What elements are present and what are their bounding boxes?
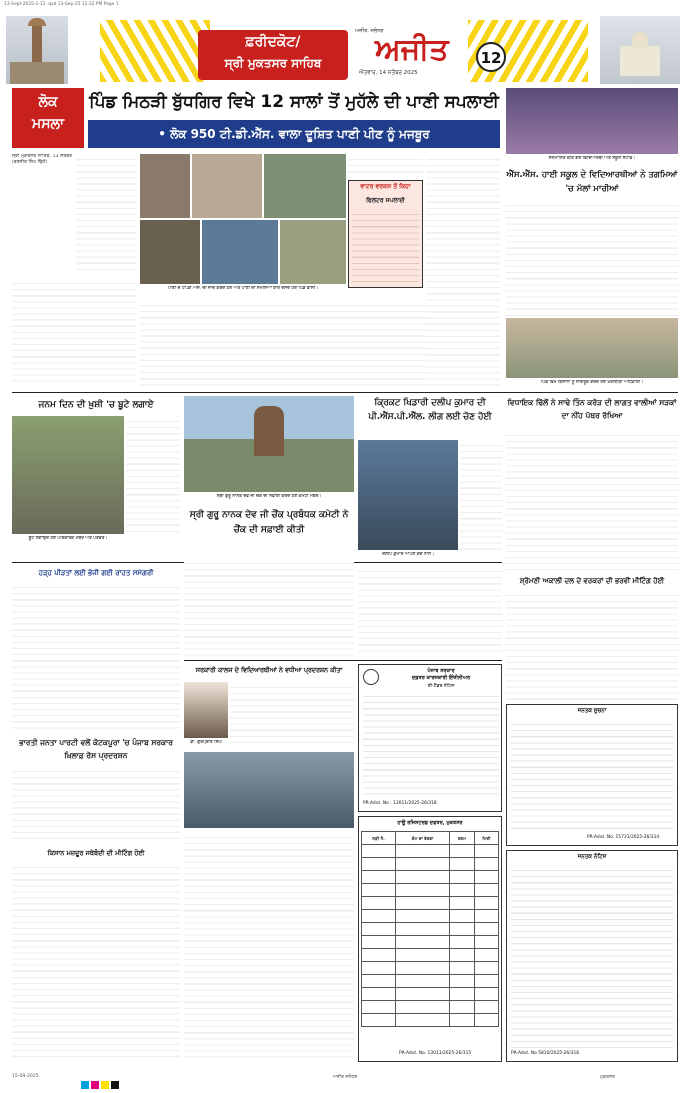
footer-right: ਮੁਕਤਸਰ [600,1075,616,1080]
tender-table-wrap [361,831,499,1049]
photo-tds-meter [140,220,200,284]
public-notice-ad [506,704,678,846]
statue-story-text [184,558,354,658]
col-amount: ਰਕਮ [450,832,475,845]
lok-masla-tag [12,88,84,148]
cricket-caption: ਦਲੀਪ ਕੁਮਾਰ ਆਪਣੇ ਕੋਚ ਨਾਲ। [382,552,434,557]
footer-left: 15-09-2025 [12,1074,39,1079]
col-date: ਮਿਤੀ [474,832,498,845]
cricket-photo [358,440,458,550]
table-row [362,1001,499,1014]
farmers-photo-caption: ਪਿੰਡ ਵਿਖੇ ਕਿਸਾਨਾਂ ਨੂੰ ਜਾਗਰੂਕ ਕਰਦੇ ਹੋਏ ਖੇਤੀਬਾੜੀ ਅਧਿਕਾਰੀ। [540,380,644,385]
kisan-headline: ਕਿਸਾਨ ਮਜ਼ਦੂਰ ਜਥੇਬੰਦੀ ਦੀ ਮੀਟਿੰਗ ਹੋਈ [47,849,145,857]
footer [0,1072,687,1086]
photo-tank [264,154,346,218]
bottom-ad-text [511,865,673,1049]
tender-table [361,831,499,1027]
paper-name: ਅਜੀਤ [375,32,449,67]
school-students-photo [506,88,678,154]
lead-column-2 [76,154,136,274]
group-photo [184,752,354,828]
akali-meeting-headline: ਸ਼੍ਰੋਮਣੀ ਅਕਾਲੀ ਦਲ ਦੇ ਵਰਕਰਾਂ ਦੀ ਭਰਵੀਂ ਮੀਟਿੰਗ ਹੋਈ [519,577,665,585]
rays-left [100,20,210,82]
govt-sub: ਈ-ਟੈਂਡਰ ਨੋਟਿਸ [427,684,455,689]
govt-pr: PR-Advt. No : 13011/2025-26/318 [363,801,437,806]
right-ad-header: ਜਨਤਕ ਸੂਚਨਾ [577,708,607,714]
col-sr: ਲੜੀ ਨੰ. [362,832,396,845]
statue-headline: ਸ੍ਰੀ ਗੁਰੂ ਨਾਨਕ ਦੇਵ ਜੀ ਚੌਂਕ ਪ੍ਰਬੰਧਕ ਕਮੇਟੀ ਨੇ ਚੌਂਕ ਦੀ ਸਫ਼ਾਈ ਕੀਤੀ [189,510,349,535]
section-box [198,30,348,80]
lead-column-4 [426,154,500,384]
bottom-ad-header: ਜਨਤਕ ਨੋਟਿਸ [577,854,607,860]
govt-header-1: ਪੰਜਾਬ ਸਰਕਾਰ [427,668,455,674]
sidebox-text [352,209,419,285]
farmers-camp-photo [506,318,678,378]
college-text [230,682,354,748]
lead-photo-collage [140,154,346,284]
birthday-text [126,416,180,534]
sidebox-title: ਵਾਟਰ ਵਰਕਸ ਤੋਂ ਕਿਹਾ [360,183,411,190]
table-row [362,923,499,936]
statue-photo [184,396,354,492]
bjp-text [12,766,180,842]
mla-roads-text [506,430,678,570]
profile-caption: ਡਾ. ਗੁਰਪ੍ਰੀਤ ਸਿੰਘ [190,740,222,745]
section-line-2: ਸ੍ਰੀ ਮੁਕਤਸਰ ਸਾਹਿਬ [224,56,322,70]
table-row [362,936,499,949]
photo-buckets [202,220,278,284]
cricket-story-text [358,566,502,656]
bottom-ad-pr: PR-Advt. No 5810/2025-26/318 [511,1051,580,1056]
table-row [362,858,499,871]
kisan-text [12,862,180,1062]
paper-tag: ਅਜੀਤ, ਜਲੰਧਰ [355,28,384,34]
col-work: ਕੰਮ ਦਾ ਵੇਰਵਾ [396,832,450,845]
college-headline: ਸਰਕਾਰੀ ਕਾਲਜ ਦੇ ਵਿਦਿਆਰਥੀਆਂ ਨੇ ਵਧੀਆ ਪ੍ਰਦਰਸ਼ਨ ਕੀਤਾ [195,667,343,674]
date-line: ਐਤਵਾਰ, 14 ਸਤੰਬਰ 2025 [359,70,418,76]
table-row [362,845,499,858]
govt-ad-text [363,691,499,799]
right-ad-pr: PR-Advt. No. 15731/2025-26/314 [587,835,660,840]
flood-text [12,582,180,732]
table-row [362,949,499,962]
lead-dateline: ਸ੍ਰੀ ਮੁਕਤਸਰ ਸਾਹਿਬ, 13 ਸਤੰਬਰ (ਰਣਜੀਤ ਸਿੰਘ ਢਿੱਲੋਂ) [12,154,72,166]
profile-photo [184,682,228,738]
flood-headline: ਹੜ੍ਹ ਪੀੜਤਾਂ ਲਈ ਭੇਜੀ ਗਈ ਰਾਹਤ ਸਮੱਗਰੀ [38,569,154,577]
lead-column-lower-left [12,278,136,384]
table-row [362,975,499,988]
lead-subhead: • ਲੋਕ 950 ਟੀ.ਡੀ.ਐੱਸ. ਵਾਲਾ ਦੂਸ਼ਿਤ ਪਾਣੀ ਪੀਣ ਨੂੰ ਮਜਬੂਰ [88,120,500,148]
photo-handpump [280,220,346,284]
paper-logo [355,28,470,82]
birthday-photo [12,416,124,534]
govt-tender-ad [358,664,502,812]
section-line-1: ਫ਼ਰੀਦਕੋਟ/ [245,34,301,50]
tender-header: ਹਾਊ ਰਜਿਸਟਰਡ ਦਫਤਰ, ਮੁਕਤਸਰ [397,820,463,826]
sidebox-sub: ਫਿਲਟਰ ਸਪਲਾਈ [366,197,405,204]
table-row [362,910,499,923]
table-row [362,988,499,1001]
tender-table-ad [358,816,502,1062]
school-headline: ਐੱਸ.ਐੱਸ. ਹਾਈ ਸਕੂਲ ਦੇ ਵਿਦਿਆਰਥੀਆਂ ਨੇ ਤਗਮਿਆਂ 'ਚ ਮੱਲਾਂ ਮਾਰੀਆਂ [506,170,678,194]
divider-1 [12,392,678,393]
birthday-caption: ਬੂਟੇ ਲਗਾਉਂਦੇ ਹੋਏ ਪਰਿਵਾਰਕ ਮੈਂਬਰ ਅਤੇ ਪਤਵੰਤੇ। [28,536,108,541]
water-works-sidebox [348,180,423,288]
table-row [362,884,499,897]
table-row [362,962,499,975]
lead-column-3-top [348,154,423,176]
tag-line-2: ਮਸਲਾ [31,116,64,132]
cmyk-swatches [80,1074,120,1093]
footer-center: ਅਜੀਤ ਜਲੰਧਰ [332,1075,358,1080]
lead-headline: ਪਿੰਡ ਮਿਠੜੀ ਬੁੱਧਗਿਰ ਵਿਖੇ 12 ਸਾਲਾਂ ਤੋਂ ਮੁਹੱਲੇ ਦੀ ਪਾਣੀ ਸਪਲਾਈ [89,92,499,112]
bjp-headline: ਭਾਰਤੀ ਜਨਤਾ ਪਾਰਟੀ ਵਲੋਂ ਕੋਟਕਪੂਰਾ 'ਚ ਪੰਜਾਬ ਸਰਕਾਰ ਖ਼ਿਲਾਫ਼ ਰੋਸ ਪ੍ਰਦਰਸ਼ਨ [19,738,173,760]
mla-roads-headline: ਵਿਧਾਇਕ ਢਿੱਲੋਂ ਨੇ ਸਾਢੇ ਤਿੰਨ ਕਰੋੜ ਦੀ ਲਾਗਤ ਵਾਲੀਆਂ ਸੜਕਾਂ ਦਾ ਨੀਂਹ ਪੱਥਰ ਰੱਖਿਆ [507,398,677,420]
photo-tap [140,154,190,218]
akali-meeting-text [506,590,678,700]
page-number: 12 [476,42,506,72]
table-row [362,1014,499,1027]
table-row [362,871,499,884]
table-row [362,897,499,910]
right-ad-text [511,719,673,831]
cricket-text [460,440,502,550]
group-story-text [184,832,354,1062]
tender-pr: PR-Advt. No. 13013/2025-26/315 [399,1051,472,1056]
tag-line-1: ਲੋਕ [38,94,58,110]
print-slug: 13-Sept-2025-2-12 .qxd 13-Sep-25 11:32 PM Page 1 [4,2,119,7]
masthead [0,12,687,88]
cricket-headline: ਕ੍ਰਿਕਟ ਖਿਡਾਰੀ ਦਲੀਪ ਕੁਮਾਰ ਦੀ ਪੀ.ਐੱਸ.ਪੀ.ਐੱਲ. ਲੀਗ ਲਈ ਚੋਣ ਹੋਈ [368,398,492,422]
lead-photo-caption: ਪਾਣੀ ਦੇ ਟੀ.ਡੀ.ਐੱਸ. ਦੀ ਜਾਂਚ ਕਰਦੇ ਹੋਏ ਅਤੇ ਪਾਣੀ ਦੀ ਸਮੱਸਿਆ ਬਾਰੇ ਦੱਸਦੇ ਹੋਏ ਪਿੰਡ ਵਾਸੀ। [167,286,319,291]
statue-caption: ਸ੍ਰੀ ਗੁਰੂ ਨਾਨਕ ਦੇਵ ਜੀ ਚੌਂਕ ਦੀ ਸਫ਼ਾਈ ਕਰਦੇ ਹੋਏ ਕਮੇਟੀ ਮੈਂਬਰ। [216,494,322,499]
bottom-notice-ad [506,850,678,1062]
gurdwara-illustration-right [600,16,680,84]
divider-3 [184,660,502,661]
punjab-emblem-icon [363,669,379,685]
school-photo-caption: ਸਨਮਾਨਿਤ ਕੀਤੇ ਗਏ ਵਿਦਿਆਰਥੀ ਅਤੇ ਸਕੂਲ ਸਟਾਫ਼। [548,156,636,161]
photo-women [192,154,262,218]
gurdwara-illustration-left [6,16,68,84]
school-story-text [506,200,678,316]
govt-header-2: ਦਫ਼ਤਰ ਕਾਰਜਕਾਰੀ ਇੰਜੀਨੀਅਰ [411,675,471,681]
birthday-headline: ਜਨਮ ਦਿਨ ਦੀ ਖ਼ੁਸ਼ੀ 'ਚ ਬੂਟੇ ਲਗਾਏ [38,400,154,410]
